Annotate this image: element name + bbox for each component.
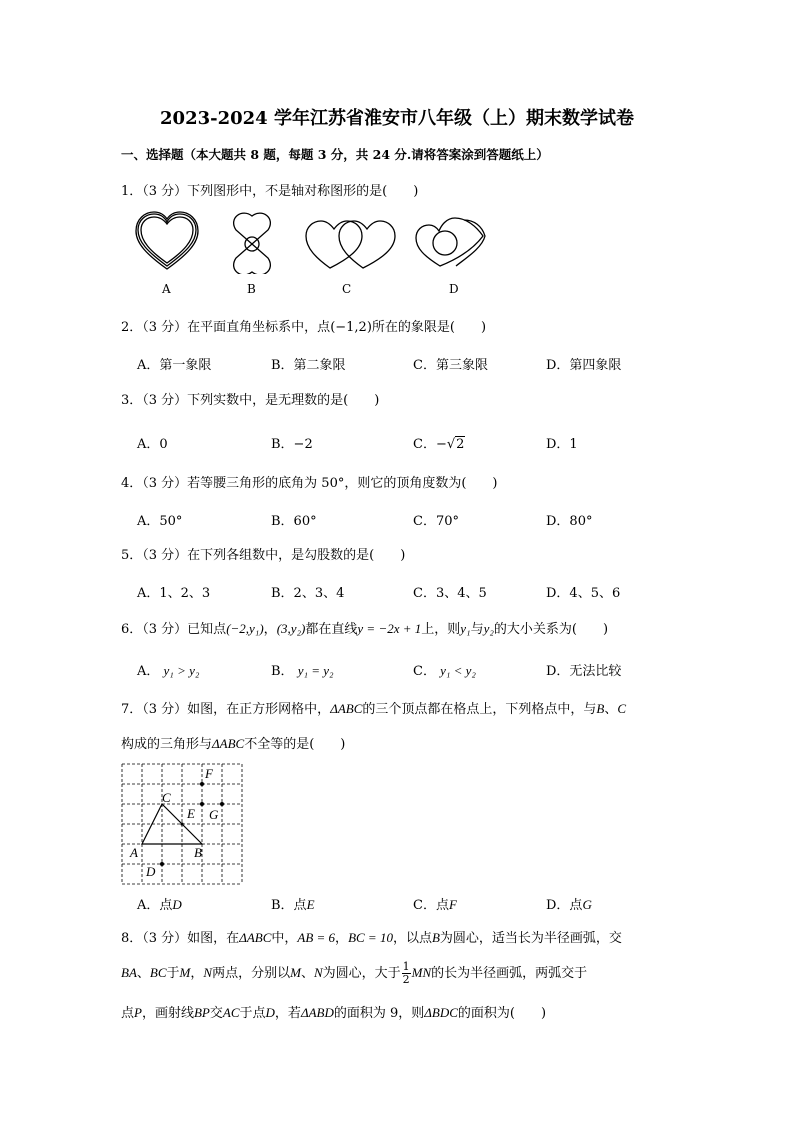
question-7-line-1 xyxy=(121,698,626,717)
q8-ac: AC xyxy=(222,1005,240,1020)
heart-d-icon xyxy=(416,218,485,266)
exam-title: 2023-2024 学年江苏省淮安市八年级（上）期末数学试卷 xyxy=(160,108,634,129)
q7-text-2: 的三个顶点都在格点上，下列格点中，与 xyxy=(362,702,597,717)
q8-ab: AB = 6 xyxy=(297,930,336,945)
q2-option-c: C．第三象限 xyxy=(413,358,488,373)
section-heading: 一、选择题（本大题共 8 题，每题 3 分，共 24 分.请将答案涂到答题纸上） xyxy=(121,147,549,162)
q7-point-c: C xyxy=(617,701,627,716)
q8-t15: 交 xyxy=(209,1006,223,1021)
q6-option-a-letter: A． xyxy=(137,664,160,679)
q2-suffix: 所在的象限是( ) xyxy=(371,320,487,335)
q8-t3: ， xyxy=(335,931,349,946)
q8-t7: 于 xyxy=(166,966,180,981)
q5-option-b: B．2、3、4 xyxy=(271,586,345,601)
heart-a-icon xyxy=(136,212,198,269)
q3-option-b: B．−2 xyxy=(271,437,313,452)
q6-text-1: 6．（3 分）已知点 xyxy=(121,622,227,637)
q8-d: D xyxy=(265,1005,275,1020)
q1-label-a: A xyxy=(162,282,171,296)
q7-option-a-text: A．点 xyxy=(137,898,173,913)
q7-triangle-2: ΔABC xyxy=(212,736,245,751)
q7-option-b-text: B．点 xyxy=(271,898,307,913)
grid-label-b: B xyxy=(194,845,202,860)
q8-half-den: 2 xyxy=(402,973,410,986)
question-7-line-2 xyxy=(121,733,345,752)
grid-label-f: F xyxy=(205,766,213,781)
q5-option-d: D．4、5、6 xyxy=(546,586,621,601)
q3-option-a: A．0 xyxy=(137,437,168,452)
q8-t5: 为圆心，适当长为半径画弧，交 xyxy=(439,931,622,946)
q7-option-c xyxy=(413,894,457,913)
q8-bp: BP xyxy=(193,1005,210,1020)
q1-label-b: B xyxy=(247,282,256,296)
point-f xyxy=(200,782,204,786)
q6-option-a xyxy=(137,660,199,679)
q7-option-d-text: D．点 xyxy=(546,898,583,913)
q6-line-equation: y = −2x + 1 xyxy=(357,621,422,636)
q7-text-3: 构成的三角形与 xyxy=(121,737,213,752)
question-5: 5．（3 分）在下列各组数中，是勾股数的是( ) xyxy=(121,548,406,563)
q7-grid-figure xyxy=(112,758,247,888)
q8-t18: 的面积为 9，则 xyxy=(333,1006,425,1021)
q7-option-a xyxy=(137,894,182,913)
q7-option-d xyxy=(546,894,592,913)
q8-t16: 于点 xyxy=(239,1006,266,1021)
q8-t2: 中， xyxy=(271,931,298,946)
question-8-line-2 xyxy=(121,961,587,986)
q1-heart-figures xyxy=(130,210,500,274)
grid-label-c: C xyxy=(162,790,171,805)
q6-text-2: ， xyxy=(263,622,277,637)
heart-c-icon xyxy=(306,221,395,268)
q6-option-c xyxy=(413,660,476,679)
q8-t11: 为圆心，大于 xyxy=(322,966,401,981)
q7-option-c-text: C．点 xyxy=(413,898,449,913)
q8-half-fraction xyxy=(402,961,411,986)
q8-bc: BC = 10 xyxy=(348,930,393,945)
q6-option-b-math: y₁ = y₂ xyxy=(297,663,334,678)
q6-point-1: (−2,y₁) xyxy=(226,621,264,636)
q8-triangle: ΔABC xyxy=(239,930,272,945)
q1-label-c: C xyxy=(342,282,352,296)
q8-bdc: ΔBDC xyxy=(424,1005,458,1020)
q3-option-c-prefix: C． xyxy=(413,437,436,452)
point-g xyxy=(220,802,224,806)
q6-y1: y₁ xyxy=(460,621,471,636)
heart-b-icon xyxy=(234,213,271,274)
q2-option-b: B．第二象限 xyxy=(271,358,346,373)
q8-bc-2: BC xyxy=(149,965,167,980)
q7-option-b-point: E xyxy=(306,897,315,912)
q8-abd: ΔABD xyxy=(300,1005,334,1020)
q8-t8: ， xyxy=(190,966,204,981)
grid-label-a: A xyxy=(130,845,138,860)
q4-option-a: A．50° xyxy=(137,514,183,529)
q8-t9: 两点，分别以 xyxy=(212,966,291,981)
q3-sqrt-sign: −√ xyxy=(435,437,456,452)
q4-option-c: C．70° xyxy=(413,514,459,529)
q8-mn: MN xyxy=(411,965,432,980)
q8-t6: 、 xyxy=(136,966,150,981)
grid-label-d: D xyxy=(146,864,156,879)
q8-ba: BA xyxy=(121,965,137,980)
grid-label-e: E xyxy=(187,806,195,821)
point-mid xyxy=(180,822,183,825)
q6-text-3: 都在直线 xyxy=(305,622,358,637)
q1-label-d: D xyxy=(449,282,459,296)
q3-radicand: 2 xyxy=(456,437,465,452)
q8-m-2: M xyxy=(290,965,301,980)
q7-point-b: B xyxy=(596,701,605,716)
q8-p: P xyxy=(134,1005,142,1020)
q7-triangle: ΔABC xyxy=(330,701,363,716)
q4-option-b: B．60° xyxy=(271,514,317,529)
q6-text-5: 与 xyxy=(470,622,484,637)
q6-point-2: (3,y₂) xyxy=(276,621,306,636)
point-d xyxy=(160,862,164,866)
q3-option-d: D．1 xyxy=(546,437,578,452)
q4-option-d: D．80° xyxy=(546,514,593,529)
q2-option-d: D．第四象限 xyxy=(546,358,622,373)
q8-t14: ，画射线 xyxy=(141,1006,194,1021)
question-6 xyxy=(121,618,608,637)
q7-option-b xyxy=(271,894,315,913)
question-2 xyxy=(121,316,486,335)
q8-t17: ，若 xyxy=(274,1006,301,1021)
q5-option-c: C．3、4、5 xyxy=(413,586,487,601)
q8-t13: 点 xyxy=(121,1006,135,1021)
q6-y2: y₂ xyxy=(483,621,494,636)
q6-option-d: D．无法比较 xyxy=(546,664,622,679)
q6-option-b xyxy=(271,660,334,679)
q8-t4: ，以点 xyxy=(392,931,432,946)
q8-n-2: N xyxy=(313,965,323,980)
question-4: 4．（3 分）若等腰三角形的底角为 50°，则它的顶角度数为( ) xyxy=(121,476,498,491)
q6-option-a-math: y₁ > y₂ xyxy=(163,663,200,678)
q7-sep: 、 xyxy=(604,702,618,717)
q8-b: B xyxy=(431,930,440,945)
q3-option-c xyxy=(413,433,465,452)
q5-option-a: A．1、2、3 xyxy=(137,586,211,601)
question-3: 3．（3 分）下列实数中，是无理数的是( ) xyxy=(121,393,380,408)
q7-text-4: 不全等的是( ) xyxy=(244,737,346,752)
question-8-line-1 xyxy=(121,927,622,946)
q2-prefix: 2．（3 分）在平面直角坐标系中，点 xyxy=(121,320,331,335)
q8-half-num: 1 xyxy=(402,960,410,973)
q8-m: M xyxy=(179,965,191,980)
q6-option-b-letter: B． xyxy=(271,664,294,679)
question-1: 1．（3 分）下列图形中，不是轴对称图形的是( ) xyxy=(121,184,419,199)
q7-text-1: 7．（3 分）如图，在正方形网格中， xyxy=(121,702,331,717)
q2-point: (−1,2) xyxy=(330,320,372,335)
q6-text-6: 的大小关系为( ) xyxy=(493,622,609,637)
q2-option-a: A．第一象限 xyxy=(137,358,212,373)
q7-option-a-point: D xyxy=(172,897,182,912)
q8-t10: 、 xyxy=(300,966,314,981)
q7-option-d-point: G xyxy=(582,897,592,912)
q6-option-c-letter: C． xyxy=(413,664,436,679)
q8-n: N xyxy=(203,965,213,980)
q7-option-c-point: F xyxy=(448,897,457,912)
q8-t12: 的长为半径画弧，两弧交于 xyxy=(431,966,588,981)
question-8-line-3 xyxy=(121,1002,546,1021)
grid-label-g: G xyxy=(209,807,219,822)
q6-text-4: 上，则 xyxy=(421,622,461,637)
q6-option-c-math: y₁ < y₂ xyxy=(440,663,476,678)
q8-t19: 的面积为( ) xyxy=(457,1006,547,1021)
q8-t1: 8．（3 分）如图，在 xyxy=(121,931,240,946)
point-e xyxy=(200,802,204,806)
